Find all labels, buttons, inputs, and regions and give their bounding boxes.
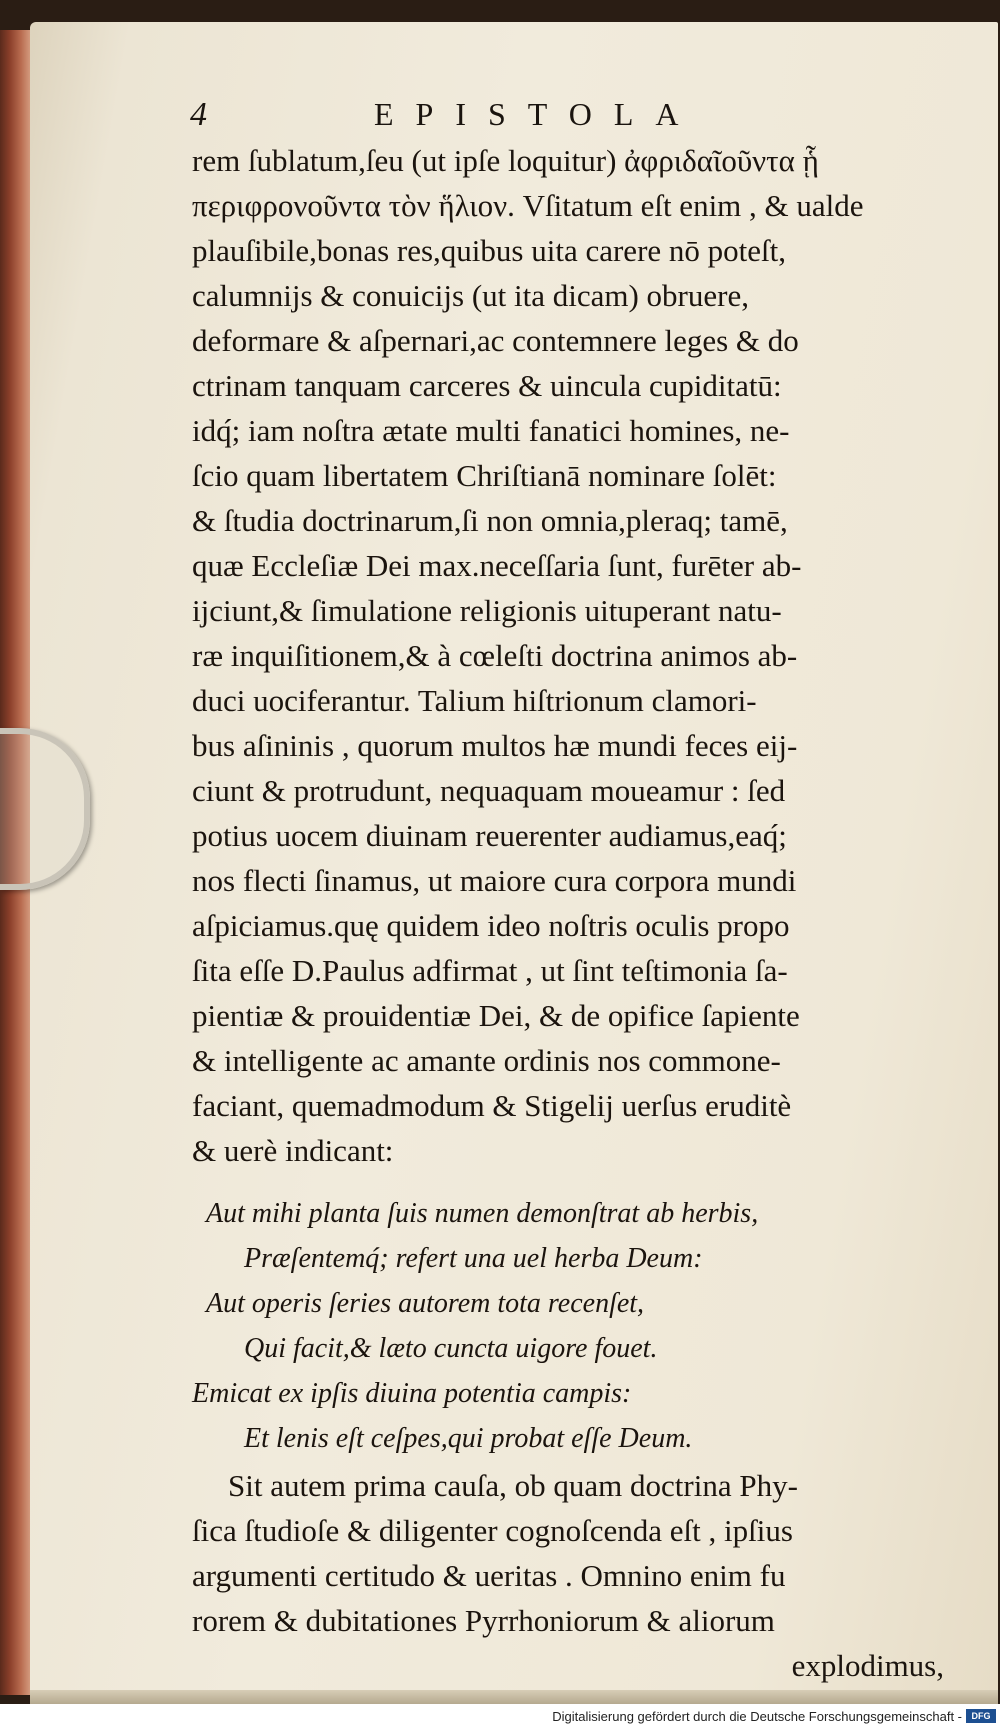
text-line: Sit autem prima cauſa, ob quam doctrina Phy- xyxy=(228,1468,798,1503)
text-line: deformare & aſpernari,ac contemnere leges & do xyxy=(192,323,799,358)
text-line: & uerè indicant: xyxy=(192,1133,394,1168)
text-line: potius uocem diuinam reuerenter audiamus,eaq́; xyxy=(192,818,787,853)
text-line: & intelligente ac amante ordinis nos commone- xyxy=(192,1043,781,1078)
text-line: & ſtudia doctrinarum,ſi non omnia,pleraq; tamē, xyxy=(192,503,788,538)
text-line: rorem & dubitationes Pyrrhoniorum & aliorum xyxy=(192,1603,775,1638)
text-line: ijciunt,& ſimulatione religionis uituperant natu- xyxy=(192,593,782,628)
text-line: idq́; iam noſtra ætate multi fanatici homines, ne- xyxy=(192,413,790,448)
page-header xyxy=(190,96,790,136)
digitization-footer xyxy=(0,1704,1000,1729)
text-line: duci uociferantur. Talium hiſtrionum clamori- xyxy=(192,683,757,718)
text-line: quæ Eccleſiæ Dei max.neceſſaria ſunt, furēter ab- xyxy=(192,548,802,583)
closing-paragraph xyxy=(192,1463,952,1688)
verse-quotation xyxy=(192,1191,952,1461)
text-line: faciant, quemadmodum & Stigelij uerſus eruditè xyxy=(192,1088,792,1123)
text-line: argumenti certitudo & ueritas . Omnino enim fu xyxy=(192,1558,786,1593)
text-line: calumnijs & conuicijs (ut ita dicam) obruere, xyxy=(192,278,749,313)
running-head: EPISTOLA xyxy=(374,96,701,132)
dfg-logo: DFG xyxy=(966,1709,996,1723)
text-line: ctrinam tanquam carceres & uincula cupiditatū: xyxy=(192,368,782,403)
verse-line: Præſentemq́; refert una uel herba Deum: xyxy=(244,1243,703,1274)
verse-line: Aut operis ſeries autorem tota recenſet, xyxy=(206,1288,645,1319)
text-line: nos flecti ſinamus, ut maiore cura corpora mundi xyxy=(192,863,797,898)
text-line: pientiæ & prouidentiæ Dei, & de opifice ſapiente xyxy=(192,998,800,1033)
text-line: ſcio quam libertatem Chriſtianā nominare ſolēt: xyxy=(192,458,777,493)
text-line: ſita eſſe D.Paulus adfirmat , ut ſint teſtimonia ſa- xyxy=(192,953,788,988)
verse-line: Et lenis eſt ceſpes,qui probat eſſe Deum. xyxy=(244,1423,693,1454)
page-bottom-edge xyxy=(30,1690,998,1704)
text-line: ſica ſtudioſe & diligenter cognoſcenda eſt , ipſius xyxy=(192,1513,793,1548)
page-number: 4 xyxy=(190,96,207,133)
text-line: bus aſininis , quorum multos hæ mundi feces eij- xyxy=(192,728,798,763)
text-line: plauſibile,bonas res,quibus uita carere nō poteſt, xyxy=(192,233,786,268)
text-line: aſpiciamus.quę quidem ideo noſtris oculis propo xyxy=(192,908,790,943)
funding-credit: Digitalisierung gefördert durch die Deutsche Forschungsgemeinschaft - xyxy=(552,1709,962,1724)
verse-line: Aut mihi planta ſuis numen demonſtrat ab herbis, xyxy=(206,1198,759,1229)
text-line: ciunt & protrudunt, nequaquam moueamur : ſed xyxy=(192,773,786,808)
verse-line: Emicat ex ipſis diuina potentia campis: xyxy=(192,1378,632,1409)
text-line: περιφρονοῦντα τὸν ἥλιον. Vſitatum eſt enim , & ualde xyxy=(192,188,864,223)
text-line: ræ inquiſitionem,& à cœleſti doctrina animos ab- xyxy=(192,638,798,673)
verse-line: Qui facit,& læto cuncta uigore fouet. xyxy=(244,1333,658,1364)
catchword: explodimus, xyxy=(791,1648,944,1683)
prose-block xyxy=(192,138,952,1173)
body-text xyxy=(192,138,952,1688)
text-line: rem ſublatum,ſeu (ut ipſe loquitur) ἀφριδαῖοῦντα ᾗ xyxy=(192,143,819,178)
